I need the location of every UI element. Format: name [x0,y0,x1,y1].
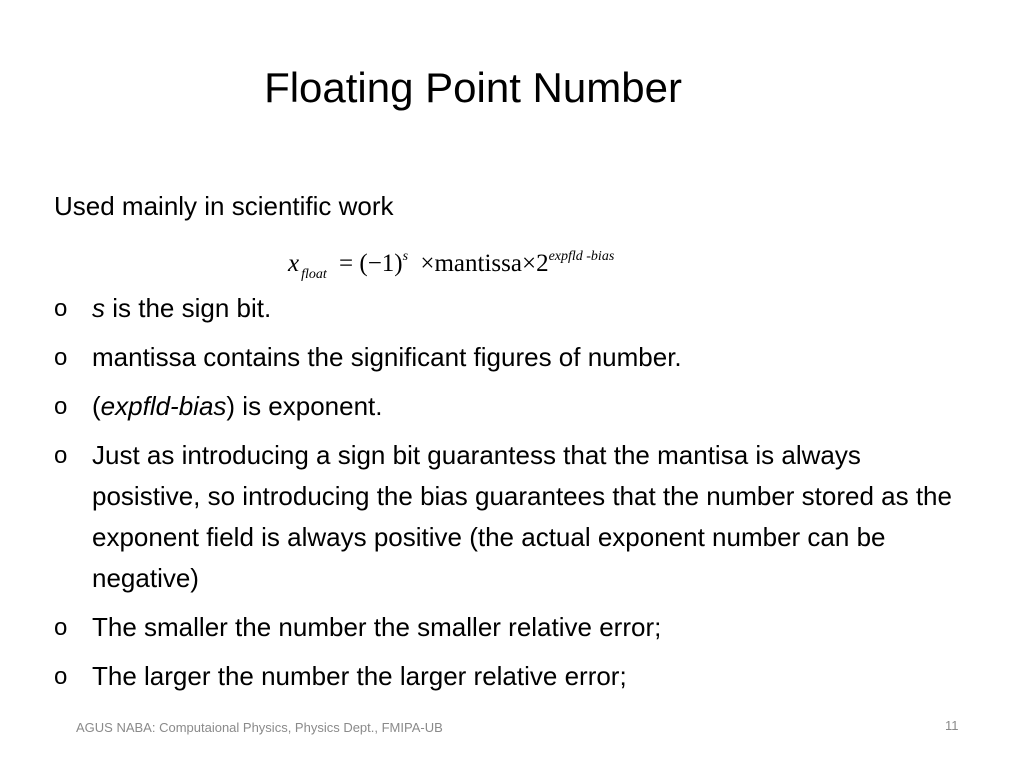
bullet-emphasis: expfld-bias [100,391,227,421]
formula-sign-term: = (−1) [339,250,403,277]
bullet-marker: o [54,344,68,371]
formula-variable: x [288,250,300,277]
bullet-item-smaller-number [54,607,954,648]
bullet-marker: o [54,614,68,641]
bullet-item-exponent [54,386,954,427]
bullet-marker: o [54,442,68,469]
bullet-marker: o [54,295,68,322]
formula-exponent: expfld -bias [548,249,615,264]
formula-times-2: × [521,250,537,277]
bullet-marker: o [54,663,68,690]
slide-footer: AGUS NABA: Computaional Physics, Physics Dept., FMIPA-UB [76,720,443,735]
formula-mantissa: mantissa [434,250,522,277]
bullet-item-larger-number [54,656,954,697]
bullet-item-bias-explanation [54,435,954,599]
formula-variable-subscript: float [301,267,327,282]
bullet-emphasis: s [92,293,105,323]
page-number: 11 [945,718,959,733]
bullet-item-sign-bit [54,288,954,329]
bullet-text: mantissa contains the significant figures of number. [92,342,682,372]
bullet-text: Just as introducing a sign bit guarantess that the mantisa is always posistive, so introducing the bias guarantees that the number stored as the exponent field is always positive (the actual exponent number can be negative) [92,440,952,593]
floating-point-formula [288,236,748,282]
bullet-marker: o [54,393,68,420]
bullet-list [54,288,954,705]
bullet-text: The larger the number the larger relative error; [92,661,627,691]
formula-base: 2 [536,250,549,277]
formula-sign-exponent: s [402,249,409,264]
formula-times-1: × [420,250,435,277]
bullet-text: The smaller the number the smaller relative error; [92,612,662,642]
bullet-text-post: ) is exponent. [226,391,383,421]
slide-title: Floating Point Number [264,64,682,111]
bullet-item-mantissa [54,337,954,378]
intro-text: Used mainly in scientific work [54,191,394,221]
bullet-text: is the sign bit. [105,293,272,323]
bullet-text-pre: ( [92,391,101,421]
